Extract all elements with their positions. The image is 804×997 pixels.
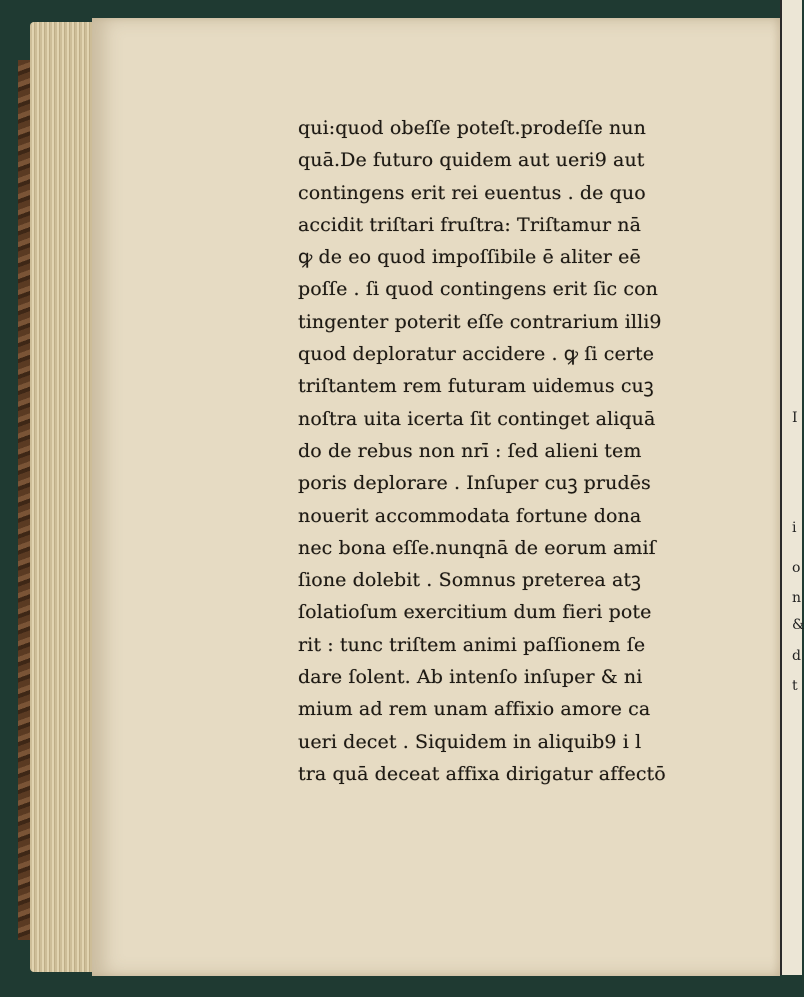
- text-line: triſtantem rem futuram uidemus cuꝫ: [298, 375, 654, 398]
- facing-page-fragment: I: [792, 410, 798, 426]
- facing-page-fragment: &: [792, 617, 804, 633]
- text-line: rit : tunc triſtem animi paſſionem ſe: [298, 633, 646, 656]
- text-line: ueri decet . Siquidem in aliquib9 i l: [298, 730, 642, 753]
- text-line: noſtra uita icerta ſit continget aliquā: [298, 407, 656, 430]
- facing-page-fragment: i: [792, 520, 797, 536]
- text-line: tra quā deceat affixa dirigatur affectō: [298, 762, 666, 785]
- facing-page-fragment: n: [792, 590, 802, 606]
- text-line: contingens erit rei euentus . de quo: [298, 181, 646, 204]
- text-line: dare ſolent. Ab intenſo inſuper & ni: [298, 666, 643, 689]
- text-line: quā.De futuro quidem aut ueri9 aut: [298, 149, 645, 172]
- text-line: ꝙ de eo quod impoſſibile ē aliter eē: [298, 246, 641, 269]
- facing-page-fragment: t: [792, 678, 798, 694]
- text-line: ſione dolebit . Somnus preterea atꝫ: [298, 569, 641, 592]
- text-line: nec bona eſſe.nunqnā de eorum amiſ: [298, 536, 656, 559]
- facing-page-fragment: d: [792, 648, 801, 664]
- text-line: quod deploratur accidere . ꝙ ſi certe: [298, 343, 655, 366]
- text-line: nouerit accommodata fortune dona: [298, 504, 642, 527]
- text-line: qui:quod obeſſe poteſt.prodeſſe nun: [298, 117, 646, 139]
- text-line: mium ad rem unam affixio amore ca: [298, 698, 651, 721]
- facing-page-edge: [780, 0, 802, 975]
- text-line: do de rebus non nrī : ſed alieni tem: [298, 439, 642, 462]
- text-line: tingenter poterit eſſe contrarium illi9: [298, 310, 662, 333]
- page-edges: [30, 22, 98, 972]
- text-line: accidit triſtari fruſtra: Triſtamur nā: [298, 213, 642, 236]
- text-line: ſolatioſum exercitium dum fieri pote: [298, 601, 652, 624]
- facing-page-fragment: o: [792, 560, 801, 576]
- text-column: [298, 112, 688, 790]
- text-line: poris deplorare . Inſuper cuꝫ prudēs: [298, 472, 651, 495]
- text-line: poſſe . ſi quod contingens erit ſic con: [298, 278, 659, 301]
